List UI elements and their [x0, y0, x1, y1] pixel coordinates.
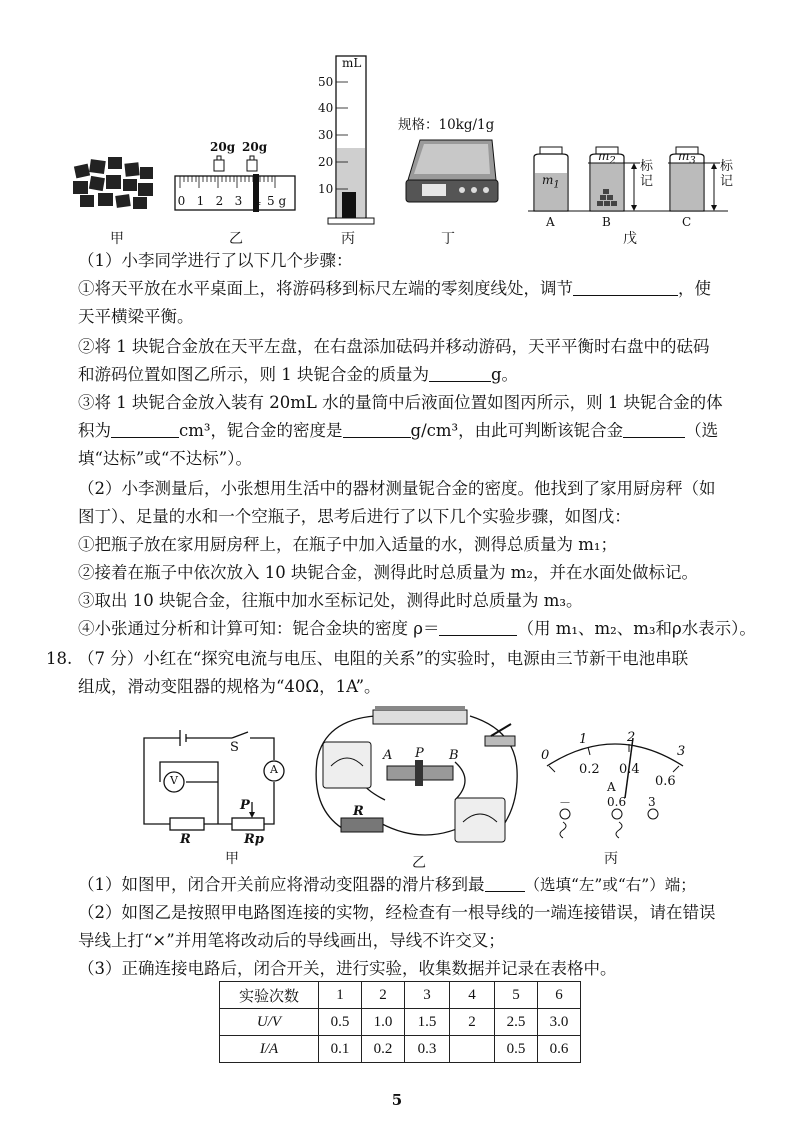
q18-sub2-cont: 导线上打“×”并用笔将改动后的导线画出，导线不许交叉； — [78, 931, 505, 950]
fig-label-ding: 丁 — [441, 231, 455, 247]
q17-part2: （2）小李测量后，小张想用生活中的器材测量铌合金的密度。他找到了家用厨房秤（如 — [78, 479, 716, 498]
q17-part1: （1）小李同学进行了以下几个步骤： — [78, 251, 353, 270]
figure-jia-alloy-blocks — [70, 145, 160, 215]
jar-label: C — [682, 215, 692, 229]
q18-intro: 18. （7 分）小红在“探究电流与电压、电阻的关系”的实验时，电源由三节新干电池串联 — [46, 649, 689, 668]
figure-yi-physical-circuit: A P B R — [305, 700, 530, 850]
answer-blank[interactable] — [573, 279, 678, 296]
q17-substep2: ②接着在瓶子中依次放入 10 块铌合金，测得此时总质量为 m₂，并在水面处做标记。 — [78, 563, 698, 582]
figure-wu-jars — [528, 145, 743, 230]
answer-blank[interactable] — [429, 365, 491, 382]
q18-sub1: （1）如图甲，闭合开关前应将滑动变阻器的滑片移到最 （选填“左”或“右”）端； — [78, 875, 696, 894]
q17-step3-cont: 积为 cm³，铌合金的密度是 g/cm³，由此可判断该铌合金 （选 — [78, 421, 719, 440]
scale-spec: 规格：10kg/1g — [398, 117, 495, 133]
q18-sub2: （2）如图乙是按照甲电路图连接的实物，经检查有一根导线的一端连接错误，请在错误 — [78, 903, 716, 922]
voltmeter-icon — [323, 742, 371, 788]
q17-step2: ②将 1 块铌合金放在天平左盘，在右盘添加砝码并移动游码，天平平衡时右盘中的砝码 — [78, 337, 710, 356]
jar-mass-label: $m_1$ — [542, 173, 560, 191]
q17-substep3: ③取出 10 块铌合金，往瓶中加水至标记处，测得此时总质量为 m₃。 — [78, 591, 583, 610]
fig-label-bing-18: 丙 — [604, 851, 618, 867]
jar-label: A — [546, 215, 555, 229]
figure-yi-weights-ruler — [170, 140, 300, 220]
page-number: 5 — [391, 1091, 403, 1109]
q18-sub3: （3）正确连接电路后，闭合开关，进行实验，收集数据并记录在表格中。 — [78, 959, 617, 978]
switch-icon — [485, 736, 515, 746]
q17-step3-cont2: 填“达标”或“不达标”）。 — [78, 449, 252, 468]
q17-step1-cont: 天平横梁平衡。 — [78, 307, 194, 326]
cylinder-unit: mL — [342, 56, 362, 70]
fig-label-jia: 甲 — [110, 231, 124, 247]
cylinder-tick: 40 — [318, 101, 334, 115]
weight-icon — [214, 156, 257, 171]
q17-step1: ①将天平放在水平桌面上，将游码移到标尺左端的零刻度线处，调节 ，使 — [78, 279, 711, 298]
battery-icon — [373, 710, 467, 724]
ammeter-icon — [455, 798, 505, 842]
q17-step2-cont: 和游码位置如图乙所示，则 1 块铌合金的质量为 g。 — [78, 365, 519, 384]
cylinder-tick: 20 — [318, 155, 334, 169]
jar-mass-label: $m_2$ — [598, 149, 616, 167]
mark-label: 标记 — [720, 159, 734, 189]
fig-label-bing: 丙 — [341, 231, 355, 247]
q17-substep4: ④小张通过分析和计算可知：铌合金块的密度 ρ＝ （用 m₁、m₂、m₃和ρ水表示）。 — [78, 619, 756, 638]
cylinder-tick: 10 — [318, 182, 334, 196]
empty-cell[interactable] — [450, 1036, 495, 1063]
figure-ding-kitchen-scale — [400, 134, 500, 214]
q17-part2-cont: 图丁）、足量的水和一个空瓶子，思考后进行了以下几个实验步骤，如图戊： — [78, 507, 631, 526]
table-row: I/A 0.1 0.2 0.3 0.5 0.6 — [220, 1036, 581, 1063]
figure-bing-cylinder — [318, 48, 378, 228]
fig-label-yi-18: 乙 — [412, 855, 426, 871]
fig-label-yi: 乙 — [229, 231, 243, 247]
figure-bing-ammeter: 0 1 2 3 0.2 0.4 0.6 A 0.6 3 － — [535, 722, 695, 852]
table-row: 实验次数 1 2 3 4 5 6 — [220, 982, 581, 1009]
answer-blank[interactable] — [343, 421, 411, 438]
weight-label-2: 20g — [242, 140, 268, 154]
q18-intro-cont: 组成，滑动变阻器的规格为“40Ω，1A”。 — [78, 677, 381, 696]
answer-blank[interactable] — [439, 619, 517, 636]
mark-label: 标记 — [640, 159, 654, 189]
jar-mass-label: $m_3$ — [678, 149, 696, 167]
jar-label: B — [602, 215, 611, 229]
answer-blank[interactable] — [623, 421, 685, 438]
data-table — [219, 981, 581, 1063]
ruler-ticks: 0 1 2 3 4 5 g — [177, 194, 287, 208]
q17-step3: ③将 1 块铌合金放入装有 20mL 水的量筒中后液面位置如图丙所示，则 1 块铌合金的体 — [78, 393, 723, 412]
fig-label-jia-18: 甲 — [225, 851, 239, 867]
fig-label-wu: 戊 — [623, 231, 637, 247]
q17-substep1: ①把瓶子放在家用厨房秤上，在瓶子中加入适量的水，测得总质量为 m₁； — [78, 535, 618, 554]
cylinder-tick: 50 — [318, 75, 334, 89]
answer-blank[interactable] — [485, 875, 525, 892]
answer-blank[interactable] — [111, 421, 179, 438]
table-row: U/V 0.5 1.0 1.5 2 2.5 3.0 — [220, 1009, 581, 1036]
resistor-icon — [341, 818, 383, 832]
weight-label-1: 20g — [210, 140, 236, 154]
figure-jia-circuit: S V A R P Rp — [140, 730, 300, 860]
cylinder-tick: 30 — [318, 128, 334, 142]
